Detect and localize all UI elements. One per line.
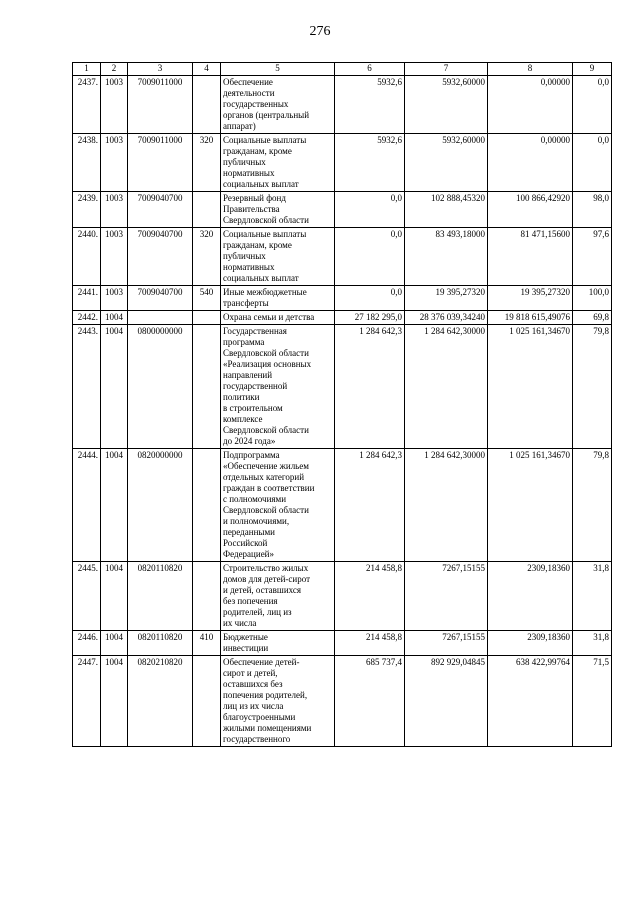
approved-amount-cell: 214 458,8 — [335, 631, 405, 656]
table-row — [73, 449, 612, 562]
table-row — [73, 656, 612, 747]
row-number-cell: 2445. — [73, 562, 101, 631]
execution-percent-cell: 31,8 — [573, 631, 612, 656]
executed-amount-cell: 0,00000 — [488, 134, 573, 192]
row-number-cell: 2444. — [73, 449, 101, 562]
section-code-cell: 1003 — [101, 76, 128, 134]
header-cell: 7 — [405, 63, 488, 76]
item-name-cell: Резервный фонд Правительства Свердловской области — [221, 192, 335, 228]
item-name-cell: Иные межбюджетные трансферты — [221, 286, 335, 311]
row-number-cell: 2447. — [73, 656, 101, 747]
section-code-cell: 1004 — [101, 562, 128, 631]
executed-amount-cell: 19 818 615,49076 — [488, 311, 573, 325]
target-article-code-cell: 0820000000 — [128, 449, 193, 562]
executed-amount-cell: 2309,18360 — [488, 631, 573, 656]
target-article-code-cell: 7009011000 — [128, 76, 193, 134]
header-cell: 6 — [335, 63, 405, 76]
expense-type-code-cell: 410 — [193, 631, 221, 656]
section-code-cell: 1003 — [101, 286, 128, 311]
target-article-code-cell: 0800000000 — [128, 325, 193, 449]
execution-percent-cell: 79,8 — [573, 449, 612, 562]
section-code-cell: 1004 — [101, 311, 128, 325]
execution-percent-cell: 97,6 — [573, 228, 612, 286]
approved-amount-cell: 0,0 — [335, 286, 405, 311]
expense-type-code-cell — [193, 656, 221, 747]
execution-percent-cell: 98,0 — [573, 192, 612, 228]
approved-amount-cell: 0,0 — [335, 228, 405, 286]
executed-amount-cell: 81 471,15600 — [488, 228, 573, 286]
item-name-cell: Охрана семьи и детства — [221, 311, 335, 325]
table-row — [73, 192, 612, 228]
approved-amount-cell: 0,0 — [335, 192, 405, 228]
execution-percent-cell: 69,8 — [573, 311, 612, 325]
budget-table — [72, 62, 612, 747]
approved-amount-cell: 214 458,8 — [335, 562, 405, 631]
row-number-cell: 2441. — [73, 286, 101, 311]
item-name-cell: Государственная программа Свердловской области «Реализация основных направлений государственной политики в строительном комплексе Свердловской области до 2024 года» — [221, 325, 335, 449]
item-name-cell: Бюджетные инвестиции — [221, 631, 335, 656]
expense-type-code-cell: 540 — [193, 286, 221, 311]
row-number-cell: 2443. — [73, 325, 101, 449]
executed-amount-cell: 19 395,27320 — [488, 286, 573, 311]
header-cell: 1 — [73, 63, 101, 76]
item-name-cell: Обеспечение детей- сирот и детей, оставшихся без попечения родителей, лиц из их числа благоустроенными жилыми помещениями государственного — [221, 656, 335, 747]
table-row — [73, 134, 612, 192]
approved-amount-cell: 5932,6 — [335, 76, 405, 134]
item-name-cell: Социальные выплаты гражданам, кроме публичных нормативных социальных выплат — [221, 228, 335, 286]
header-cell: 2 — [101, 63, 128, 76]
budget-list-amount-cell: 1 284 642,30000 — [405, 449, 488, 562]
budget-list-amount-cell: 28 376 039,34240 — [405, 311, 488, 325]
header-cell: 8 — [488, 63, 573, 76]
expense-type-code-cell — [193, 76, 221, 134]
section-code-cell: 1004 — [101, 449, 128, 562]
executed-amount-cell: 0,00000 — [488, 76, 573, 134]
item-name-cell: Подпрограмма «Обеспечение жильем отдельных категорий граждан в соответствии с полномочиями Свердловской области и полномочиями, переданными Российской Федерацией» — [221, 449, 335, 562]
item-name-cell: Социальные выплаты гражданам, кроме публичных нормативных социальных выплат — [221, 134, 335, 192]
target-article-code-cell: 7009040700 — [128, 228, 193, 286]
expense-type-code-cell — [193, 449, 221, 562]
expense-type-code-cell: 320 — [193, 228, 221, 286]
target-article-code-cell: 7009040700 — [128, 286, 193, 311]
execution-percent-cell: 71,5 — [573, 656, 612, 747]
executed-amount-cell: 1 025 161,34670 — [488, 449, 573, 562]
item-name-cell: Обеспечение деятельности государственных органов (центральный аппарат) — [221, 76, 335, 134]
approved-amount-cell: 1 284 642,3 — [335, 325, 405, 449]
execution-percent-cell: 31,8 — [573, 562, 612, 631]
section-code-cell: 1004 — [101, 325, 128, 449]
table-row — [73, 286, 612, 311]
target-article-code-cell: 7009040700 — [128, 192, 193, 228]
execution-percent-cell: 0,0 — [573, 76, 612, 134]
page-number: 276 — [309, 24, 331, 39]
table-row — [73, 76, 612, 134]
row-number-cell: 2442. — [73, 311, 101, 325]
expense-type-code-cell — [193, 325, 221, 449]
budget-list-amount-cell: 102 888,45320 — [405, 192, 488, 228]
expense-type-code-cell — [193, 562, 221, 631]
expense-type-code-cell — [193, 192, 221, 228]
budget-list-amount-cell: 7267,15155 — [405, 562, 488, 631]
table-row — [73, 325, 612, 449]
table-row — [73, 228, 612, 286]
header-cell: 4 — [193, 63, 221, 76]
section-code-cell: 1004 — [101, 656, 128, 747]
budget-list-amount-cell: 5932,60000 — [405, 76, 488, 134]
budget-list-amount-cell: 19 395,27320 — [405, 286, 488, 311]
approved-amount-cell: 685 737,4 — [335, 656, 405, 747]
target-article-code-cell: 0820210820 — [128, 656, 193, 747]
section-code-cell: 1003 — [101, 228, 128, 286]
approved-amount-cell: 5932,6 — [335, 134, 405, 192]
section-code-cell: 1004 — [101, 631, 128, 656]
table-header-row — [73, 63, 612, 76]
table-row — [73, 562, 612, 631]
budget-list-amount-cell: 7267,15155 — [405, 631, 488, 656]
target-article-code-cell: 0820110820 — [128, 631, 193, 656]
row-number-cell: 2440. — [73, 228, 101, 286]
execution-percent-cell: 0,0 — [573, 134, 612, 192]
executed-amount-cell: 638 422,99764 — [488, 656, 573, 747]
budget-list-amount-cell: 5932,60000 — [405, 134, 488, 192]
expense-type-code-cell: 320 — [193, 134, 221, 192]
table-row — [73, 311, 612, 325]
expense-type-code-cell — [193, 311, 221, 325]
row-number-cell: 2446. — [73, 631, 101, 656]
executed-amount-cell: 2309,18360 — [488, 562, 573, 631]
budget-list-amount-cell: 1 284 642,30000 — [405, 325, 488, 449]
row-number-cell: 2437. — [73, 76, 101, 134]
executed-amount-cell: 1 025 161,34670 — [488, 325, 573, 449]
budget-list-amount-cell: 83 493,18000 — [405, 228, 488, 286]
target-article-code-cell: 7009011000 — [128, 134, 193, 192]
target-article-code-cell — [128, 311, 193, 325]
target-article-code-cell: 0820110820 — [128, 562, 193, 631]
table-row — [73, 631, 612, 656]
row-number-cell: 2438. — [73, 134, 101, 192]
header-cell: 3 — [128, 63, 193, 76]
section-code-cell: 1003 — [101, 134, 128, 192]
approved-amount-cell: 1 284 642,3 — [335, 449, 405, 562]
row-number-cell: 2439. — [73, 192, 101, 228]
execution-percent-cell: 100,0 — [573, 286, 612, 311]
executed-amount-cell: 100 866,42920 — [488, 192, 573, 228]
header-cell: 9 — [573, 63, 612, 76]
execution-percent-cell: 79,8 — [573, 325, 612, 449]
budget-list-amount-cell: 892 929,04845 — [405, 656, 488, 747]
approved-amount-cell: 27 182 295,0 — [335, 311, 405, 325]
section-code-cell: 1003 — [101, 192, 128, 228]
header-cell: 5 — [221, 63, 335, 76]
item-name-cell: Строительство жилых домов для детей-сирот и детей, оставшихся без попечения родителей, лиц из их числа — [221, 562, 335, 631]
